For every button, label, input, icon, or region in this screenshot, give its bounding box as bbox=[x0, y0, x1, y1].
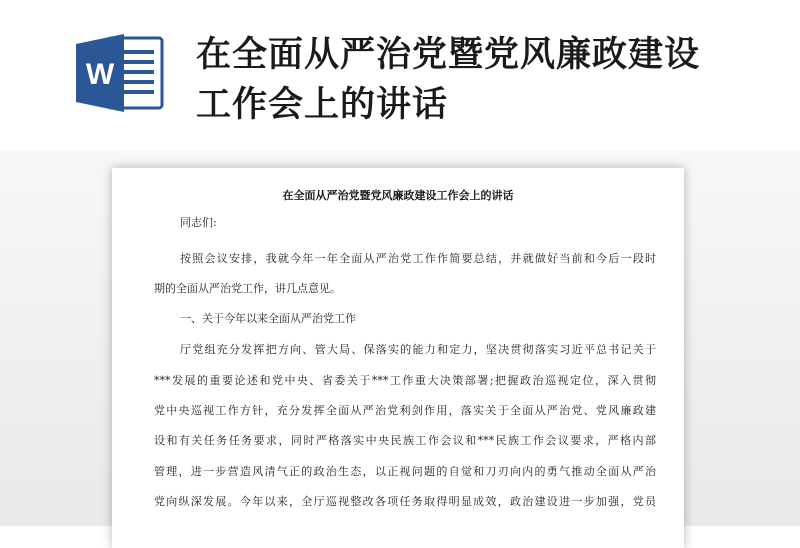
word-document-icon bbox=[74, 32, 166, 114]
section-heading: 一、关于今年以来全面从严治党工作 bbox=[180, 312, 356, 325]
page-title-line-2: 工作会上的讲话 bbox=[196, 85, 449, 125]
word-icon-letter: W bbox=[85, 58, 115, 91]
paragraph-line: 按照会议安排，我就今年一年全面从严治党工作作简要总结，并就做好当前和今后一段时 bbox=[180, 252, 656, 265]
paragraph-line: 管理，进一步营造风清气正的政治生态，以正视问题的自觉和刀刃向内的勇气推动全面从严治 bbox=[154, 465, 656, 478]
paragraph-line: 期的全面从严治党工作，讲几点意见。 bbox=[154, 282, 341, 295]
page-title-line-1: 在全面从严治党暨党风廉政建设 bbox=[196, 35, 701, 75]
paragraph-line: ***发展的重要论述和党中央、省委关于***工作重大决策部署;把握政治巡视定位，深入贯彻 bbox=[154, 374, 656, 387]
salutation: 同志们: bbox=[180, 216, 217, 229]
paragraph-line: 党向纵深发展。今年以来，全厅巡视整改各项任务取得明显成效，政治建设进一步加强，党员 bbox=[154, 495, 656, 508]
document-page bbox=[112, 168, 684, 548]
document-heading: 在全面从严治党暨党风廉政建设工作会上的讲话 bbox=[282, 189, 514, 202]
paragraph-line: 党中央巡视工作方针，充分发挥全面从严治党利剑作用，落实关于全面从严治党、党风廉政建 bbox=[154, 404, 656, 417]
page-title bbox=[196, 30, 756, 130]
paragraph-line: 设和有关任务任务要求，同时严格落实中央民族工作会议和***民族工作会议要求，严格内部 bbox=[154, 434, 656, 447]
paragraph-line: 厅党组充分发挥把方向、管大局、保落实的能力和定力，坚决贯彻落实习近平总书记关于 bbox=[180, 343, 656, 356]
